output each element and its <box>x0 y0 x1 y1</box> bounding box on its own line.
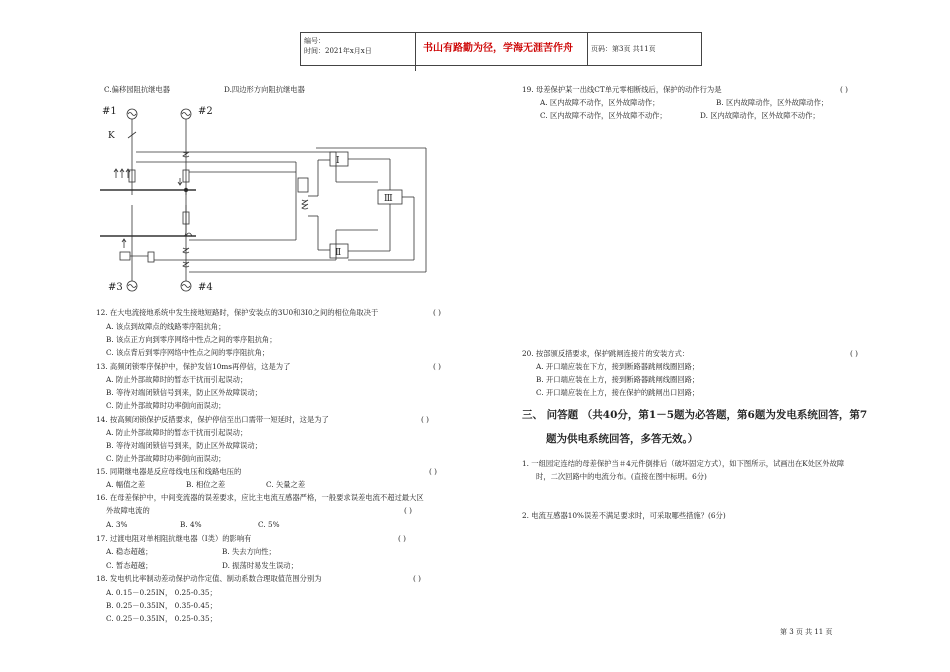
source-3-label: #3 <box>108 282 123 293</box>
q17-option-a: A. 稳态超越； <box>106 547 153 556</box>
q16-option-c: C. 5% <box>258 520 280 529</box>
q16-paren: ( ) <box>404 506 413 515</box>
busbar-protection-diagram <box>96 100 436 300</box>
q15-option-b: B. 相位之差 <box>186 480 226 489</box>
q12-paren: ( ) <box>433 308 442 317</box>
q19-stem: 19. 母差保护某一出线CT单元零相断线后，保护的动作行为是 <box>522 85 722 94</box>
q13-option-b: B. 等待对端闭锁信号到来，防止区外故障误动； <box>106 388 262 397</box>
q14-option-a: A. 防止外部故障时的暂态干扰而引起误动； <box>106 428 248 437</box>
q13-option-a: A. 防止外部故障时的暂态干扰而引起误动； <box>106 375 248 384</box>
q17-option-b: B. 失去方向性； <box>222 547 276 556</box>
relay-3-label: Ⅲ <box>384 194 393 204</box>
q17-option-d: D. 振荡时易发生误动； <box>222 561 298 570</box>
q19-paren: ( ) <box>840 85 849 94</box>
q18-option-c: C. 0.25－0.35IN， 0.25-0.35； <box>106 614 217 623</box>
q18-stem: 18. 发电机比率制动差动保护动作定值、制动系数合理取值范围分别为 <box>96 574 322 583</box>
q19-option-b: B. 区内故障动作，区外故障动作； <box>716 98 829 107</box>
q17-option-c: C. 暂态超越； <box>106 561 153 570</box>
q12-option-c: C. 该点背后到零序网络中性点之间的零序阻抗角； <box>106 348 270 357</box>
q17-stem: 17. 过渡电阻对单相阻抗继电器（Ⅰ类）的影响有 <box>96 534 252 543</box>
source-4-label: #4 <box>198 282 213 293</box>
q20-option-b: B. 开口端应装在上方，接到断路器跳闸线圈回路； <box>536 375 700 384</box>
q19-option-c: C. 区内故障不动作，区外故障不动作； <box>540 111 667 120</box>
source-1-label: #1 <box>102 106 117 117</box>
header-motto: 书山有路勤为径，学海无涯苦作舟 <box>409 33 588 65</box>
q16-option-b: B. 4% <box>180 520 202 529</box>
intermediate-ct <box>302 200 308 209</box>
q15-option-c: C. 矢量之差 <box>266 480 306 489</box>
qa-1-line2: 时，二次回路中的电流分布。(直接在图中标明。6分) <box>536 472 707 481</box>
q14-option-c: C. 防止外部故障时功率倒向而误动； <box>106 454 226 463</box>
q17-paren: ( ) <box>398 534 407 543</box>
q20-stem: 20. 按部颁反措要求，保护跳闸连接片的安装方式： <box>522 349 690 358</box>
qa-2-line1: 2. 电流互感器10%误差不满足要求时，可采取哪些措施？(6分) <box>522 511 726 520</box>
q13-paren: ( ) <box>433 362 442 371</box>
q12-option-a: A. 该点到故障点的线路零序阻抗角； <box>106 322 226 331</box>
q12-stem: 12. 在大电流接地系统中发生接地短路时，保护安装点的3U0和3I0之间的相位角取决于 <box>96 308 379 317</box>
source-2-label: #2 <box>198 106 213 117</box>
page-header <box>300 32 702 66</box>
q18-option-a: A. 0.15－0.25IN， 0.25-0.35； <box>106 588 217 597</box>
relay-1-label: Ⅰ <box>336 156 340 166</box>
time-label: 时间：2021年x月x日 <box>304 47 372 55</box>
q16-stem: 16. 在母差保护中，中间变流器的误差要求，应比主电流互感器严格，一般要求误差电流不超过最大区 <box>96 493 424 502</box>
q18-paren: ( ) <box>413 574 422 583</box>
serial-label: 编号： <box>304 37 325 45</box>
q19-option-d: D. 区内故障动作，区外故障不动作； <box>700 111 820 120</box>
section-3-title-cont: 题为供电系统回答，多答无效。） <box>546 433 699 445</box>
q16-option-a: A. 3% <box>106 520 128 529</box>
q20-paren: ( ) <box>850 349 859 358</box>
q14-stem: 14. 按高频闭锁保护反措要求，保护停信至出口需带一短延时，这是为了 <box>96 415 329 424</box>
q20-option-a: A. 开口端应装在下方，接到断路器跳闸线圈回路； <box>536 362 700 371</box>
q14-option-b: B. 等待对端闭锁信号到来，防止区外故障误动； <box>106 441 262 450</box>
q12-option-b: B. 该点正方向到零序网络中性点之间的零序阻抗角； <box>106 335 277 344</box>
q15-stem: 15. 同期继电器是反应母线电压和线路电压的 <box>96 467 242 476</box>
section-3-title: 三、 问答题 （共40分，第1－5题为必答题，第6题为发电系统回答，第7 <box>522 409 868 421</box>
header-meta <box>301 33 416 71</box>
option-d-top: D.四边形方向阻抗继电器 <box>224 85 305 94</box>
header-page: 页码：第3页 共11页 <box>591 45 656 53</box>
q13-option-c: C. 防止外部故障时功率倒向而误动； <box>106 401 226 410</box>
q14-paren: ( ) <box>421 415 430 424</box>
qa-1-line1: 1. 一组园定连结的母差保护当＃4元件倒排后（破坏固定方式），如下图所示，试画出在K处区外故障 <box>522 459 845 468</box>
relay-2-label: Ⅱ <box>335 248 342 258</box>
q18-option-b: B. 0.25－0.35IN， 0.35-0.45； <box>106 601 217 610</box>
page-footer: 第 3 页 共 11 页 <box>780 628 833 636</box>
option-c-top: C.偏移园阻抗继电器 <box>104 85 171 94</box>
q20-option-c: C. 开口端应装在上方，接在保护的跳闸出口回路； <box>536 388 700 397</box>
q15-option-a: A. 幅值之差 <box>106 480 146 489</box>
q15-paren: ( ) <box>429 467 438 476</box>
q19-option-a: A. 区内故障不动作，区外故障动作； <box>540 98 660 107</box>
q13-stem: 13. 高频闭锁零序保护中，保护发信10ms再停信，这是为了 <box>96 362 291 371</box>
q16-stem-cont: 外故障电流的 <box>106 506 150 515</box>
fault-k-label: K <box>108 131 115 141</box>
